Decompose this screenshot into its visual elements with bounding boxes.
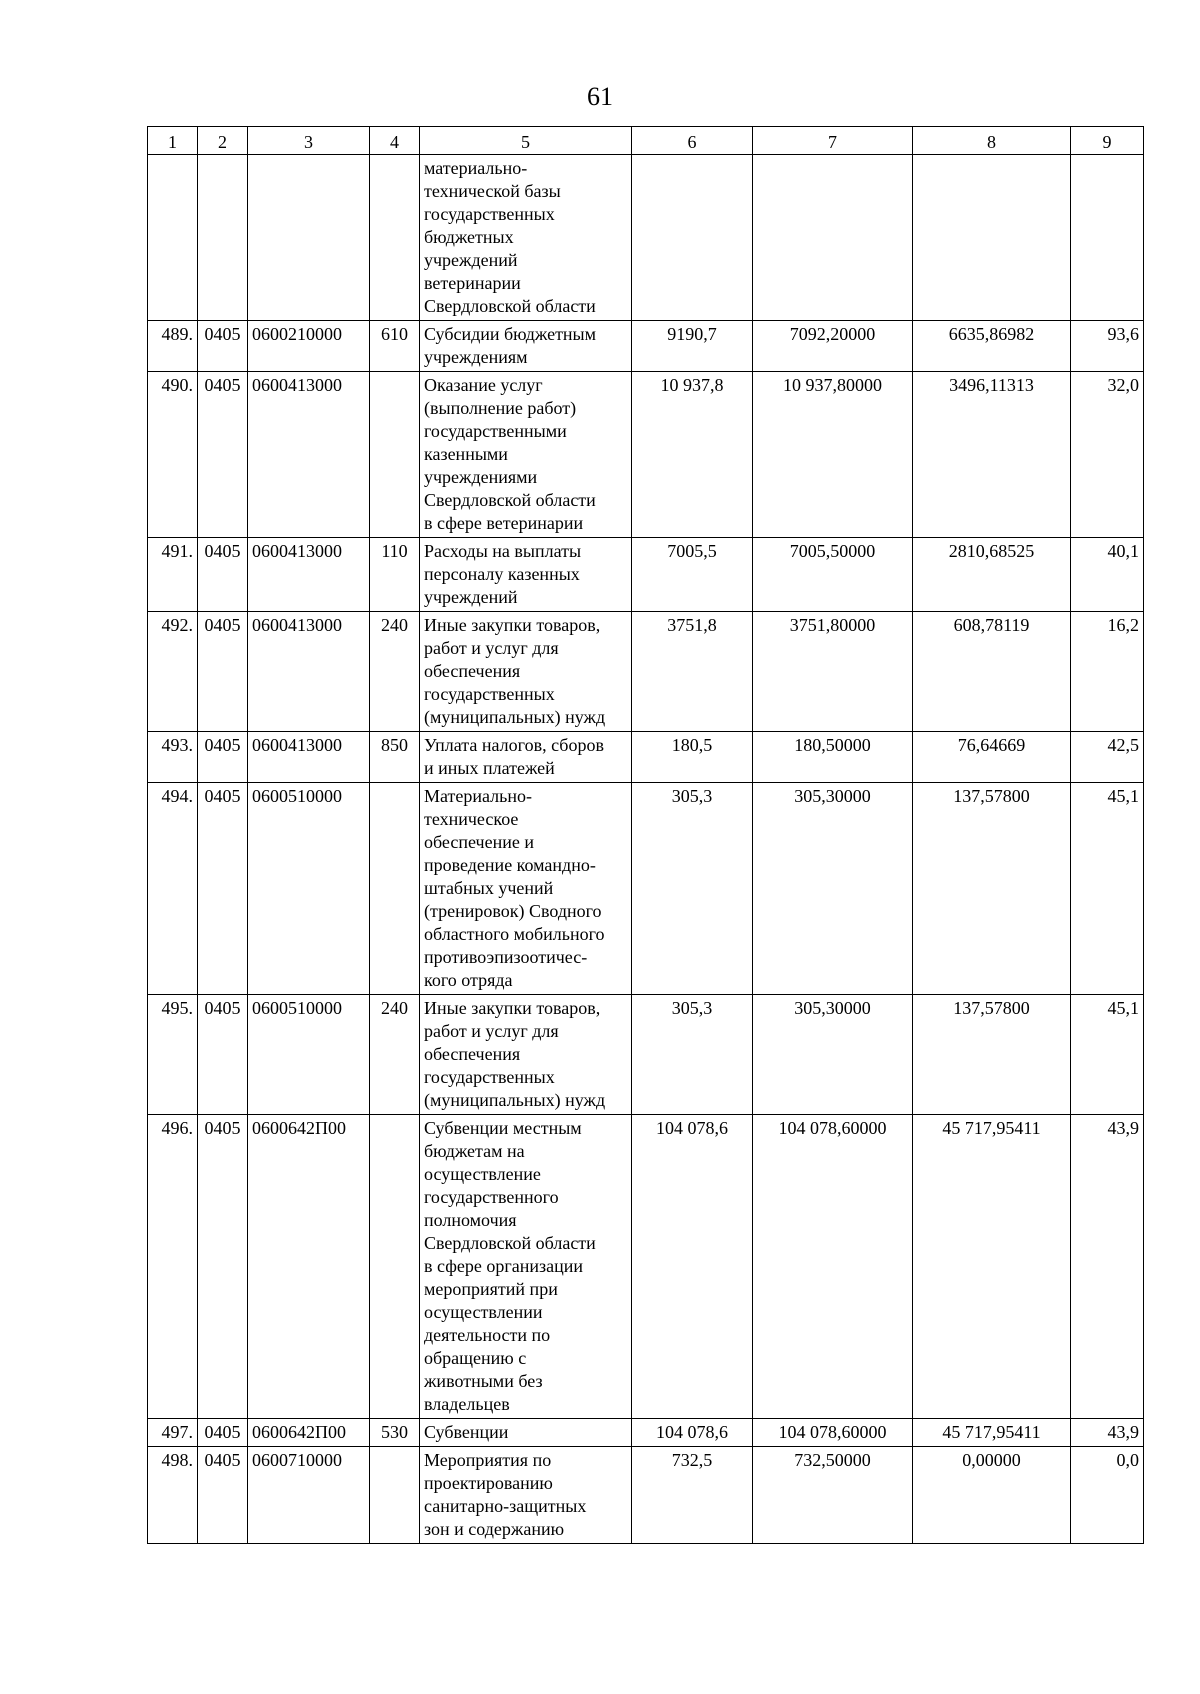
- specified-amount: [753, 538, 913, 612]
- target-code: [248, 783, 370, 995]
- item-name-text: Субвенции: [424, 1422, 509, 1442]
- executed-amount-text: 6635,86982: [948, 324, 1035, 344]
- plan-amount: [632, 1419, 753, 1447]
- target-code-text: 0600510000: [252, 786, 342, 806]
- table-body: [148, 155, 1144, 1544]
- executed-amount: [913, 732, 1071, 783]
- target-code-text: 0600510000: [252, 998, 342, 1018]
- column-header: 4: [370, 127, 420, 155]
- section-code-text: 0405: [204, 615, 241, 635]
- row-number-text: 498.: [161, 1450, 193, 1470]
- section-code: [198, 732, 248, 783]
- item-name-text: Оказание услуг (выполнение работ) государственными казенными учреждениями Свердловской области в сфере ветеринарии: [424, 375, 596, 533]
- expense-type: [370, 612, 420, 732]
- executed-amount: [913, 372, 1071, 538]
- table-row: [148, 732, 1144, 783]
- item-name: [420, 1447, 632, 1544]
- target-code: [248, 321, 370, 372]
- plan-amount-text: 7005,5: [667, 541, 717, 561]
- section-code: [198, 155, 248, 321]
- row-number: [148, 783, 198, 995]
- item-name: [420, 321, 632, 372]
- execution-percent: [1071, 155, 1144, 321]
- target-code: [248, 372, 370, 538]
- executed-amount-text: 3496,11313: [949, 375, 1034, 395]
- specified-amount-text: 3751,80000: [789, 615, 876, 635]
- executed-amount: [913, 321, 1071, 372]
- table-row: [148, 995, 1144, 1115]
- expense-type: [370, 783, 420, 995]
- executed-amount-text: 137,57800: [953, 786, 1030, 806]
- item-name: [420, 783, 632, 995]
- column-header: 5: [420, 127, 632, 155]
- executed-amount: [913, 995, 1071, 1115]
- row-number-text: 491.: [161, 541, 193, 561]
- section-code-text: 0405: [204, 541, 241, 561]
- row-number-text: 493.: [161, 735, 193, 755]
- section-code: [198, 1115, 248, 1419]
- target-code: [248, 538, 370, 612]
- target-code: [248, 612, 370, 732]
- plan-amount-text: 9190,7: [667, 324, 717, 344]
- header-row: [148, 127, 1144, 155]
- item-name-text: материально- технической базы государственных бюджетных учреждений ветеринарии Свердловской области: [424, 158, 596, 316]
- section-code: [198, 321, 248, 372]
- row-number: [148, 155, 198, 321]
- target-code: [248, 1115, 370, 1419]
- specified-amount: [753, 612, 913, 732]
- plan-amount: [632, 783, 753, 995]
- execution-percent-text: 42,5: [1107, 735, 1139, 755]
- section-code-text: 0405: [204, 735, 241, 755]
- row-number: [148, 538, 198, 612]
- table-row: [148, 155, 1144, 321]
- table-row: [148, 321, 1144, 372]
- expense-type: [370, 1447, 420, 1544]
- execution-percent-text: 43,9: [1107, 1118, 1139, 1138]
- plan-amount: [632, 612, 753, 732]
- target-code: [248, 732, 370, 783]
- row-number: [148, 1447, 198, 1544]
- section-code-text: 0405: [204, 998, 241, 1018]
- row-number-text: 494.: [161, 786, 193, 806]
- target-code-text: 0600642П00: [252, 1422, 346, 1442]
- execution-percent: [1071, 372, 1144, 538]
- item-name: [420, 155, 632, 321]
- expense-type: [370, 1419, 420, 1447]
- expense-type: [370, 732, 420, 783]
- specified-amount-text: 7092,20000: [789, 324, 876, 344]
- section-code-text: 0405: [204, 1450, 241, 1470]
- specified-amount: [753, 1447, 913, 1544]
- column-header: 9: [1071, 127, 1144, 155]
- specified-amount-text: 305,30000: [794, 998, 871, 1018]
- item-name: [420, 538, 632, 612]
- expense-type: [370, 538, 420, 612]
- target-code: [248, 995, 370, 1115]
- plan-amount: [632, 538, 753, 612]
- specified-amount-text: 104 078,60000: [778, 1422, 887, 1442]
- specified-amount: [753, 732, 913, 783]
- target-code-text: 0600413000: [252, 615, 342, 635]
- plan-amount-text: 180,5: [671, 735, 713, 755]
- plan-amount-text: 732,5: [671, 1450, 713, 1470]
- execution-percent-text: 32,0: [1107, 375, 1139, 395]
- expense-type: [370, 1115, 420, 1419]
- section-code-text: 0405: [204, 1118, 241, 1138]
- item-name-text: Расходы на выплаты персоналу казенных учреждений: [424, 541, 582, 607]
- row-number-text: 490.: [161, 375, 193, 395]
- plan-amount-text: 104 078,6: [656, 1118, 728, 1138]
- executed-amount-text: 608,78119: [953, 615, 1030, 635]
- specified-amount-text: 180,50000: [794, 735, 871, 755]
- row-number: [148, 995, 198, 1115]
- plan-amount-text: 305,3: [671, 786, 713, 806]
- expense-type: [370, 995, 420, 1115]
- executed-amount: [913, 612, 1071, 732]
- row-number: [148, 321, 198, 372]
- executed-amount: [913, 538, 1071, 612]
- executed-amount-text: 2810,68525: [948, 541, 1035, 561]
- plan-amount: [632, 732, 753, 783]
- target-code-text: 0600413000: [252, 541, 342, 561]
- table-row: [148, 372, 1144, 538]
- execution-percent: [1071, 1419, 1144, 1447]
- section-code: [198, 612, 248, 732]
- target-code-text: 0600413000: [252, 735, 342, 755]
- section-code: [198, 372, 248, 538]
- item-name-text: Уплата налогов, сборов и иных платежей: [424, 735, 604, 778]
- specified-amount: [753, 1115, 913, 1419]
- target-code-text: 0600710000: [252, 1450, 342, 1470]
- table-row: [148, 1115, 1144, 1419]
- executed-amount-text: 137,57800: [953, 998, 1030, 1018]
- executed-amount-text: 76,64669: [957, 735, 1026, 755]
- row-number-text: 497.: [161, 1422, 193, 1442]
- plan-amount: [632, 995, 753, 1115]
- section-code: [198, 995, 248, 1115]
- row-number-text: 492.: [161, 615, 193, 635]
- specified-amount-text: 104 078,60000: [778, 1118, 887, 1138]
- executed-amount: [913, 1419, 1071, 1447]
- section-code: [198, 538, 248, 612]
- execution-percent-text: 43,9: [1107, 1422, 1139, 1442]
- section-code-text: 0405: [204, 786, 241, 806]
- execution-percent: [1071, 538, 1144, 612]
- section-code: [198, 1447, 248, 1544]
- table-row: [148, 538, 1144, 612]
- specified-amount-text: 732,50000: [794, 1450, 871, 1470]
- row-number-text: 495.: [161, 998, 193, 1018]
- section-code: [198, 1419, 248, 1447]
- expense-type-text: 240: [381, 615, 408, 635]
- execution-percent: [1071, 783, 1144, 995]
- item-name-text: Иные закупки товаров, работ и услуг для обеспечения государственных (муниципальных) нужд: [424, 998, 606, 1110]
- executed-amount: [913, 1447, 1071, 1544]
- column-header: 3: [248, 127, 370, 155]
- page-number: 61: [587, 82, 613, 111]
- specified-amount: [753, 321, 913, 372]
- column-header: 7: [753, 127, 913, 155]
- column-header: 8: [913, 127, 1071, 155]
- expense-type-text: 610: [381, 324, 408, 344]
- plan-amount: [632, 155, 753, 321]
- target-code: [248, 1419, 370, 1447]
- executed-amount-text: 45 717,95411: [942, 1422, 1041, 1442]
- execution-percent-text: 16,2: [1107, 615, 1139, 635]
- plan-amount: [632, 1115, 753, 1419]
- target-code-text: 0600413000: [252, 375, 342, 395]
- executed-amount: [913, 1115, 1071, 1419]
- section-code-text: 0405: [204, 324, 241, 344]
- item-name: [420, 732, 632, 783]
- executed-amount: [913, 155, 1071, 321]
- target-code-text: 0600642П00: [252, 1118, 346, 1138]
- row-number: [148, 1115, 198, 1419]
- execution-percent-text: 45,1: [1107, 786, 1139, 806]
- plan-amount: [632, 372, 753, 538]
- section-code-text: 0405: [204, 1422, 241, 1442]
- expense-type-text: 850: [381, 735, 408, 755]
- item-name-text: Иные закупки товаров, работ и услуг для обеспечения государственных (муниципальных) нужд: [424, 615, 606, 727]
- specified-amount-text: 305,30000: [794, 786, 871, 806]
- expense-type: [370, 372, 420, 538]
- target-code: [248, 1447, 370, 1544]
- execution-percent-text: 93,6: [1107, 324, 1139, 344]
- item-name-text: Субвенции местным бюджетам на осуществление государственного полномочия Свердловской области в сфере организации мероприятий при осуществлении деятельности по обращению с животными без владельцев: [424, 1118, 596, 1414]
- plan-amount-text: 104 078,6: [656, 1422, 728, 1442]
- row-number: [148, 612, 198, 732]
- specified-amount: [753, 1419, 913, 1447]
- specified-amount: [753, 783, 913, 995]
- plan-amount-text: 3751,8: [667, 615, 717, 635]
- expense-type: [370, 321, 420, 372]
- expense-type-text: 110: [381, 541, 408, 561]
- plan-amount: [632, 321, 753, 372]
- execution-percent-text: 40,1: [1107, 541, 1139, 561]
- executed-amount: [913, 783, 1071, 995]
- plan-amount-text: 305,3: [671, 998, 713, 1018]
- execution-percent-text: 45,1: [1107, 998, 1139, 1018]
- plan-amount-text: 10 937,8: [660, 375, 724, 395]
- column-header: 6: [632, 127, 753, 155]
- table-row: [148, 1419, 1144, 1447]
- item-name: [420, 995, 632, 1115]
- specified-amount-text: 10 937,80000: [783, 375, 882, 395]
- item-name-text: Субсидии бюджетным учреждениям: [424, 324, 597, 367]
- table-row: [148, 1447, 1144, 1544]
- item-name: [420, 372, 632, 538]
- column-header: 1: [148, 127, 198, 155]
- execution-percent-text: 0,0: [1116, 1450, 1139, 1470]
- execution-percent: [1071, 995, 1144, 1115]
- expense-type: [370, 155, 420, 321]
- expense-type-text: 240: [381, 998, 408, 1018]
- plan-amount: [632, 1447, 753, 1544]
- item-name: [420, 1419, 632, 1447]
- item-name: [420, 1115, 632, 1419]
- target-code: [248, 155, 370, 321]
- execution-percent: [1071, 612, 1144, 732]
- execution-percent: [1071, 732, 1144, 783]
- row-number: [148, 1419, 198, 1447]
- specified-amount: [753, 372, 913, 538]
- table-row: [148, 612, 1144, 732]
- budget-table: [147, 126, 1144, 1544]
- execution-percent: [1071, 1447, 1144, 1544]
- expense-type-text: 530: [381, 1422, 408, 1442]
- specified-amount: [753, 995, 913, 1115]
- execution-percent: [1071, 1115, 1144, 1419]
- item-name: [420, 612, 632, 732]
- executed-amount-text: 45 717,95411: [942, 1118, 1041, 1138]
- item-name-text: Материально- техническое обеспечение и проведение командно- штабных учений (тренировок) Сводного областного мобильного противоэпизоотичес- кого отряда: [424, 786, 605, 990]
- column-header: 2: [198, 127, 248, 155]
- execution-percent: [1071, 321, 1144, 372]
- row-number: [148, 372, 198, 538]
- target-code-text: 0600210000: [252, 324, 342, 344]
- table-row: [148, 783, 1144, 995]
- item-name-text: Мероприятия по проектированию санитарно-защитных зон и содержанию: [424, 1450, 587, 1539]
- specified-amount: [753, 155, 913, 321]
- row-number: [148, 732, 198, 783]
- row-number-text: 496.: [161, 1118, 193, 1138]
- section-code-text: 0405: [204, 375, 241, 395]
- specified-amount-text: 7005,50000: [789, 541, 876, 561]
- row-number-text: 489.: [161, 324, 193, 344]
- section-code: [198, 783, 248, 995]
- executed-amount-text: 0,00000: [962, 1450, 1021, 1470]
